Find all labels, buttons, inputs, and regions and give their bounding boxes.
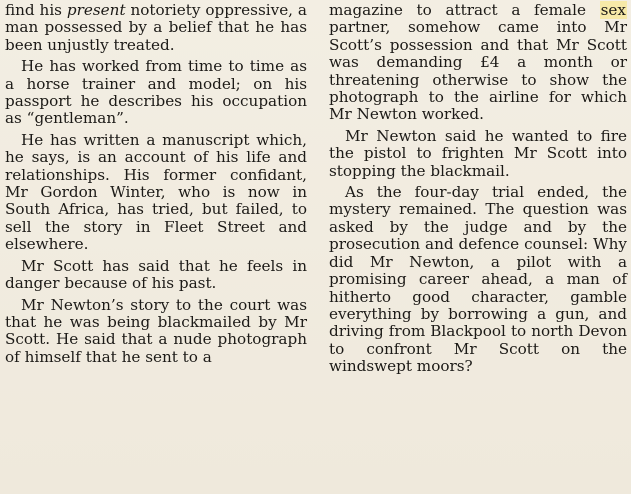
paragraph: As the four-day trial ended, the mystery remained. The question was asked by the judge and by the prosecution and defence counsel: Why did Mr Newton, a pilot with a promising career ahead, a man of hitherto good character, gamble everything by borrowing a gun, and driving from Blackpool to north Devon to confront Mr Scott on the windswept moors? [329,183,627,376]
paragraph: Mr Newton’s story to the court was that he was being blackmailed by Mr Scott. He said that a nude photograph of himself that he sent to a [5,295,307,366]
paragraph: Mr Scott has said that he feels in danger because of his past. [5,256,307,293]
paragraph-text: notoriety oppressive, a man possessed by a belief that he has been unjustly treated. [5,1,307,54]
paragraph: He has written a manuscript which, he says, is an account of his life and relationships. His former confidant, Mr Gordon Winter, who is now in South Africa, has tried, but failed, to sell the story in Fleet Street and elsewhere. [5,130,307,254]
paragraph [5,2,307,54]
paragraph [329,2,627,124]
highlighted-word: sex [600,1,626,19]
article-column-right [329,2,627,376]
paragraph: He has worked from time to time as a horse trainer and model; on his passport he describes his occupation as “gentleman”. [5,57,307,128]
paragraph-text: magazine to attract a female [329,1,600,19]
paragraph-text: partner, somehow came into Mr Scott’s possession and that Mr Scott was demanding £4 a month or threatening otherwise to show the photograph to the airline for which Mr Newton worked. [329,18,627,124]
paragraph-text: find his [5,1,67,19]
article-column-left [5,2,307,366]
paragraph: Mr Newton said he wanted to fire the pistol to frighten Mr Scott into stopping the blackmail. [329,126,627,180]
italic-word: present [66,1,126,19]
